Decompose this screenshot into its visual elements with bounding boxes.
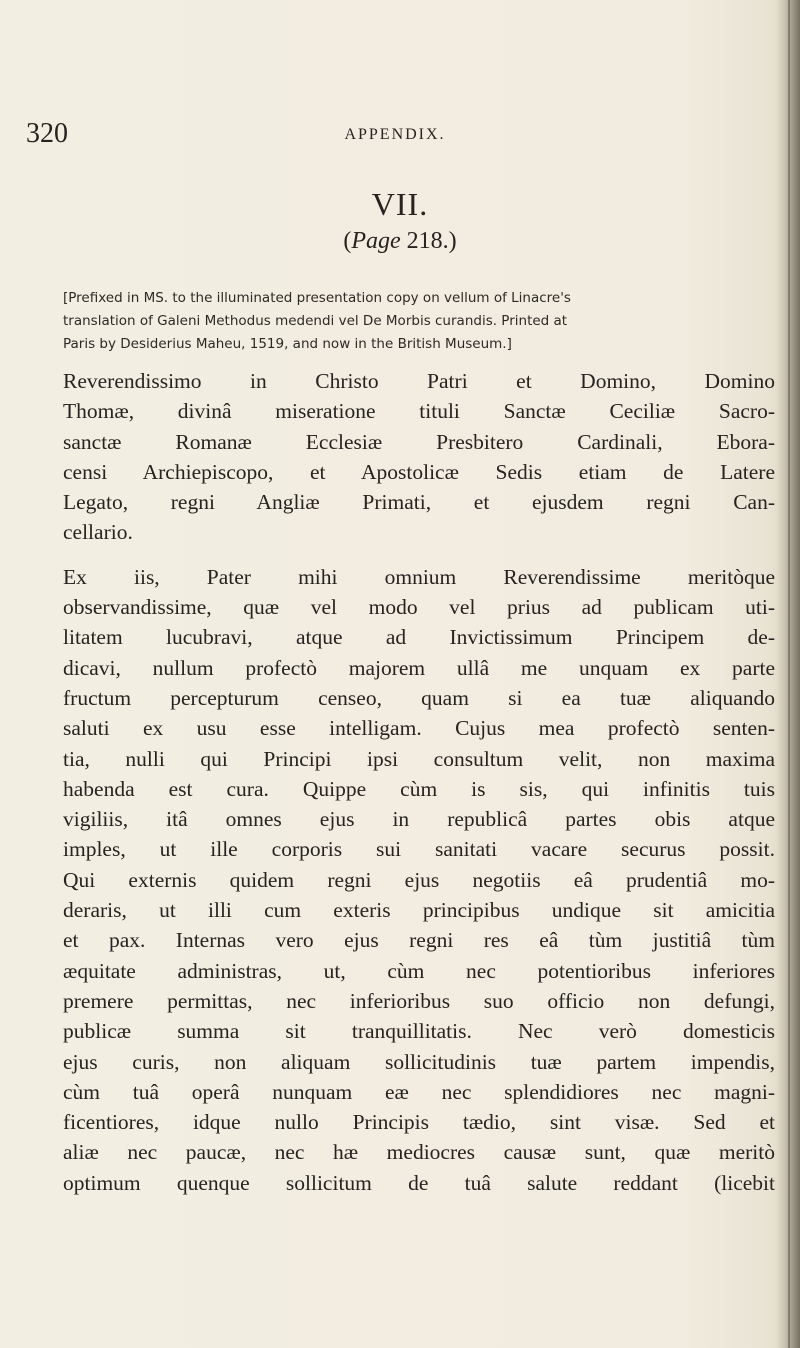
text-line: observandissime, quæ vel modo vel prius ad publicam uti-	[63, 595, 775, 620]
text-line: dicavi, nullum profectò majorem ullâ me unquam ex parte	[63, 655, 775, 680]
text-line: publicæ summa sit tranquillitatis. Nec verò domesticis	[63, 1019, 775, 1044]
text-line: censi Archiepiscopo, et Apostolicæ Sedis etiam de Latere	[63, 459, 775, 484]
text-line: tia, nulli qui Principi ipsi consultum velit, non maxima	[63, 746, 775, 771]
text-line: litatem lucubravi, atque ad Invictissimum Principem de-	[63, 625, 775, 650]
running-head: APPENDIX.	[344, 126, 446, 143]
text-line: Qui externis quidem regni ejus negotiis eâ prudentiâ mo-	[63, 867, 775, 892]
text-line: aliæ nec paucæ, nec hæ mediocres causæ sunt, quæ meritò	[63, 1140, 775, 1165]
text-line: cellario.	[63, 520, 133, 545]
text-line: Ex iis, Pater mihi omnium Reverendissime meritòque	[63, 564, 775, 589]
text-line: sanctæ Romanæ Ecclesiæ Presbitero Cardinali, Ebora-	[63, 429, 775, 454]
text-line: saluti ex usu esse intelligam. Cujus mea profectò senten-	[63, 716, 775, 741]
text-line: Reverendissimo in Christo Patri et Domino, Domino	[63, 369, 775, 393]
text-line: vigiliis, itâ omnes ejus in republicâ partes obis atque	[63, 807, 775, 832]
text-line: optimum quenque sollicitum de tuâ salute reddant (licebit	[63, 1170, 775, 1195]
dedication-address	[63, 366, 775, 548]
text-line: Legato, regni Angliæ Primati, et ejusdem regni Can-	[63, 490, 775, 515]
note-line: translation of Galeni Methodus medendi vel De Morbis curandis. Printed at	[63, 313, 568, 329]
paragraph-gap	[63, 548, 775, 562]
text-line: et pax. Internas vero ejus regni res eâ tùm justitiâ tùm	[63, 928, 775, 953]
text-line: fructum percepturum censeo, quam si ea tuæ aliquando	[63, 685, 775, 710]
note-line: Paris by Desiderius Maheu, 1519, and now in the British Museum.]	[63, 336, 512, 352]
text-line: imples, ut ille corporis sui sanitati vacare securus possit.	[63, 837, 775, 862]
text-line: premere permittas, nec inferioribus suo officio non defungi,	[63, 988, 775, 1013]
text-line: ejus curis, non aliquam sollicitudinis tuæ partem impendis,	[63, 1049, 775, 1074]
bracketed-note	[63, 287, 763, 356]
page-number: 320	[26, 118, 68, 149]
letter-body	[63, 366, 775, 1198]
text-line: cùm tuâ operâ nunquam eæ nec splendidiores nec magni-	[63, 1079, 775, 1104]
section-number: VII.	[371, 186, 429, 222]
text-line: habenda est cura. Quippe cùm is sis, qui infinitis tuis	[63, 776, 775, 801]
page-reference-italic: Page	[351, 228, 401, 254]
letter-paragraph	[63, 562, 775, 1198]
page-reference	[0, 228, 800, 255]
page-reference-text: (Page 218.)	[343, 228, 457, 254]
text-line: ficentiores, idque nullo Principis tædio, sint visæ. Sed et	[63, 1110, 775, 1135]
text-line: deraris, ut illi cum exteris principibus undique sit amicitia	[63, 898, 775, 923]
text-line: Thomæ, divinâ miseratione tituli Sanctæ Ceciliæ Sacro-	[63, 399, 775, 424]
note-line: [Prefixed in MS. to the illuminated presentation copy on vellum of Linacre's	[63, 290, 571, 306]
text-line: æquitate administras, ut, cùm nec potentioribus inferiores	[63, 958, 775, 983]
